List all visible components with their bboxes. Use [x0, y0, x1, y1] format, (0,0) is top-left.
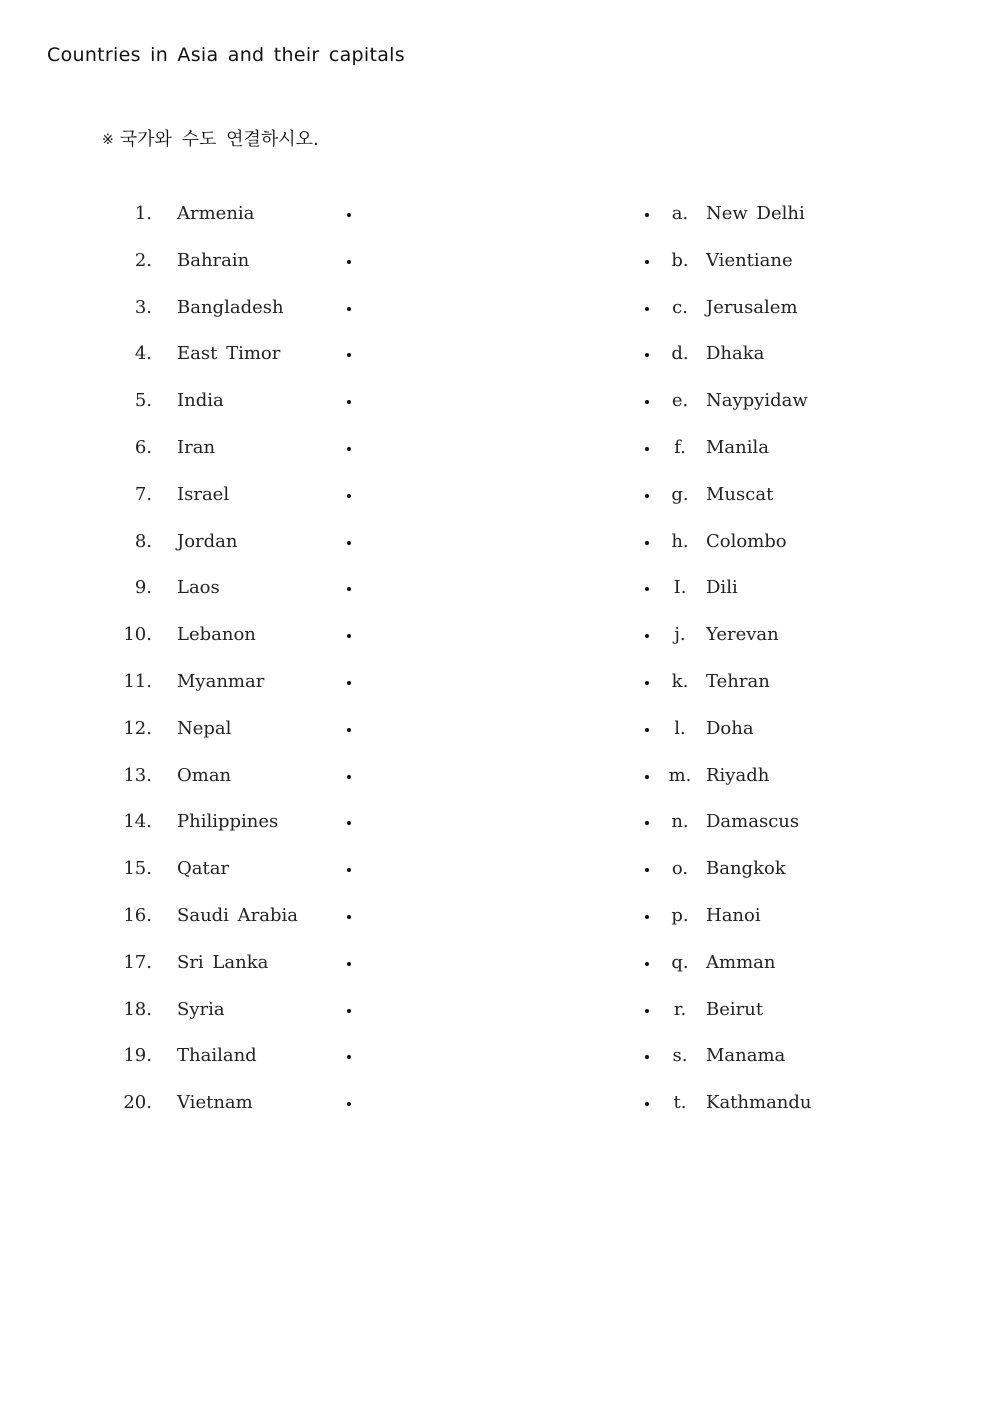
match-row: [0, 952, 1000, 978]
country-name: Bangladesh: [177, 297, 284, 318]
capital-name: Dili: [706, 577, 738, 598]
capital-connector-dot-icon[interactable]: [645, 1102, 649, 1106]
match-row: [0, 811, 1000, 837]
match-row: [0, 718, 1000, 744]
capital-letter: s.: [672, 1045, 688, 1066]
country-name: Syria: [177, 999, 225, 1020]
country-name: Qatar: [177, 858, 230, 879]
instruction: [102, 125, 319, 151]
capital-letter: a.: [671, 203, 689, 224]
country-connector-dot-icon[interactable]: [347, 213, 351, 217]
country-name: Bahrain: [177, 250, 250, 271]
country-number: 1.: [134, 203, 152, 224]
country-connector-dot-icon[interactable]: [347, 915, 351, 919]
country-number: 19.: [123, 1045, 152, 1066]
country-name: Iran: [177, 437, 216, 458]
capital-letter: j.: [674, 624, 686, 645]
capital-name: Muscat: [706, 484, 774, 505]
capital-name: Vientiane: [706, 250, 793, 271]
match-row: [0, 999, 1000, 1025]
capital-letter: e.: [671, 390, 689, 411]
country-name: Vietnam: [177, 1092, 253, 1113]
instruction-text: 국가와 수도 연결하시오.: [119, 129, 319, 150]
capital-name: Riyadh: [706, 765, 770, 786]
capital-letter: q.: [671, 952, 689, 973]
capital-name: Colombo: [706, 531, 787, 552]
match-row: [0, 905, 1000, 931]
capital-letter: n.: [671, 811, 689, 832]
capital-name: Naypyidaw: [706, 390, 808, 411]
capital-connector-dot-icon[interactable]: [645, 307, 649, 311]
match-row: [0, 765, 1000, 791]
country-number: 16.: [123, 905, 152, 926]
capital-name: Jerusalem: [706, 297, 798, 318]
capital-connector-dot-icon[interactable]: [645, 681, 649, 685]
country-number: 11.: [123, 671, 152, 692]
country-name: Philippines: [177, 811, 279, 832]
country-number: 17.: [123, 952, 152, 973]
capital-name: Kathmandu: [706, 1092, 812, 1113]
match-row: [0, 531, 1000, 557]
page-title: Countries in Asia and their capitals: [47, 44, 405, 66]
country-name: Nepal: [177, 718, 232, 739]
country-number: 13.: [123, 765, 152, 786]
capital-letter: f.: [674, 437, 686, 458]
capital-connector-dot-icon[interactable]: [645, 541, 649, 545]
capital-connector-dot-icon[interactable]: [645, 353, 649, 357]
capital-letter: t.: [673, 1092, 687, 1113]
capital-letter: m.: [668, 765, 692, 786]
match-row: [0, 671, 1000, 697]
country-name: Lebanon: [177, 624, 256, 645]
capital-letter: g.: [671, 484, 689, 505]
capital-letter: c.: [672, 297, 688, 318]
capital-connector-dot-icon[interactable]: [645, 775, 649, 779]
match-row: [0, 858, 1000, 884]
country-number: 7.: [134, 484, 152, 505]
country-connector-dot-icon[interactable]: [347, 775, 351, 779]
capital-connector-dot-icon[interactable]: [645, 868, 649, 872]
country-number: 9.: [134, 577, 152, 598]
country-connector-dot-icon[interactable]: [347, 962, 351, 966]
capital-letter: b.: [671, 250, 689, 271]
country-connector-dot-icon[interactable]: [347, 1055, 351, 1059]
country-number: 14.: [123, 811, 152, 832]
capital-connector-dot-icon[interactable]: [645, 728, 649, 732]
match-row: [0, 297, 1000, 323]
country-connector-dot-icon[interactable]: [347, 681, 351, 685]
capital-connector-dot-icon[interactable]: [645, 447, 649, 451]
capital-letter: k.: [671, 671, 689, 692]
capital-name: Hanoi: [706, 905, 761, 926]
country-connector-dot-icon[interactable]: [347, 728, 351, 732]
country-name: Israel: [177, 484, 230, 505]
country-number: 10.: [123, 624, 152, 645]
country-number: 12.: [123, 718, 152, 739]
capital-letter: d.: [671, 343, 689, 364]
country-number: 4.: [134, 343, 152, 364]
country-name: Saudi Arabia: [177, 905, 299, 926]
capital-name: Tehran: [706, 671, 770, 692]
country-connector-dot-icon[interactable]: [347, 447, 351, 451]
capital-name: Damascus: [706, 811, 800, 832]
country-connector-dot-icon[interactable]: [347, 868, 351, 872]
country-connector-dot-icon[interactable]: [347, 260, 351, 264]
country-number: 20.: [123, 1092, 152, 1113]
capital-connector-dot-icon[interactable]: [645, 213, 649, 217]
capital-connector-dot-icon[interactable]: [645, 915, 649, 919]
match-row: [0, 437, 1000, 463]
country-connector-dot-icon[interactable]: [347, 1009, 351, 1013]
country-connector-dot-icon[interactable]: [347, 494, 351, 498]
country-connector-dot-icon[interactable]: [347, 400, 351, 404]
capital-name: Manila: [706, 437, 769, 458]
capital-name: Beirut: [706, 999, 764, 1020]
capital-letter: o.: [671, 858, 689, 879]
capital-connector-dot-icon[interactable]: [645, 821, 649, 825]
country-name: Oman: [177, 765, 232, 786]
country-number: 6.: [134, 437, 152, 458]
match-row: [0, 1092, 1000, 1118]
match-row: [0, 250, 1000, 276]
capital-connector-dot-icon[interactable]: [645, 587, 649, 591]
capital-letter: I.: [673, 577, 687, 598]
country-connector-dot-icon[interactable]: [347, 307, 351, 311]
country-name: Armenia: [177, 203, 255, 224]
match-row: [0, 624, 1000, 650]
country-name: Myanmar: [177, 671, 265, 692]
capital-name: Bangkok: [706, 858, 786, 879]
capital-connector-dot-icon[interactable]: [645, 1009, 649, 1013]
country-number: 5.: [134, 390, 152, 411]
country-number: 18.: [123, 999, 152, 1020]
country-connector-dot-icon[interactable]: [347, 587, 351, 591]
capital-name: Manama: [706, 1045, 786, 1066]
match-row: [0, 484, 1000, 510]
capital-connector-dot-icon[interactable]: [645, 962, 649, 966]
match-row: [0, 203, 1000, 229]
country-connector-dot-icon[interactable]: [347, 634, 351, 638]
capital-connector-dot-icon[interactable]: [645, 634, 649, 638]
match-row: [0, 577, 1000, 603]
country-number: 3.: [134, 297, 152, 318]
match-row: [0, 390, 1000, 416]
country-number: 15.: [123, 858, 152, 879]
capital-letter: p.: [671, 905, 689, 926]
country-connector-dot-icon[interactable]: [347, 541, 351, 545]
capital-letter: h.: [671, 531, 689, 552]
country-name: Jordan: [177, 531, 238, 552]
country-number: 2.: [134, 250, 152, 271]
country-name: Thailand: [177, 1045, 257, 1066]
capital-name: Dhaka: [706, 343, 765, 364]
capital-connector-dot-icon[interactable]: [645, 1055, 649, 1059]
capital-letter: r.: [673, 999, 687, 1020]
country-name: East Timor: [177, 343, 281, 364]
capital-name: Yerevan: [706, 624, 779, 645]
country-name: India: [177, 390, 224, 411]
capital-name: New Delhi: [706, 203, 805, 224]
country-name: Sri Lanka: [177, 952, 269, 973]
match-row: [0, 343, 1000, 369]
country-connector-dot-icon[interactable]: [347, 1102, 351, 1106]
capital-name: Amman: [706, 952, 776, 973]
capital-connector-dot-icon[interactable]: [645, 494, 649, 498]
match-row: [0, 1045, 1000, 1071]
reference-mark-icon: ※: [102, 132, 114, 148]
country-number: 8.: [134, 531, 152, 552]
country-connector-dot-icon[interactable]: [347, 821, 351, 825]
country-name: Laos: [177, 577, 220, 598]
capital-connector-dot-icon[interactable]: [645, 260, 649, 264]
country-connector-dot-icon[interactable]: [347, 353, 351, 357]
capital-connector-dot-icon[interactable]: [645, 400, 649, 404]
capital-letter: l.: [674, 718, 686, 739]
capital-name: Doha: [706, 718, 754, 739]
